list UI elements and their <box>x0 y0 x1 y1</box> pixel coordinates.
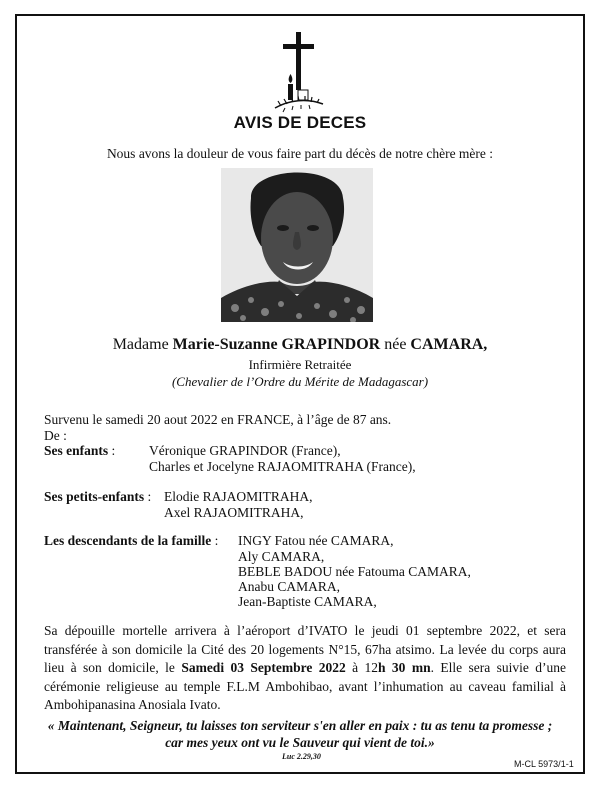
petits-label: Ses petits-enfants <box>44 489 145 504</box>
survenu-line: Survenu le samedi 20 aout 2022 en FRANCE, à l’âge de 87 ans. <box>44 412 392 427</box>
descendants-label: Les descendants de la famille <box>44 533 212 548</box>
para-part-b: à 12 <box>345 660 379 675</box>
portrait-image <box>221 168 373 322</box>
descendant-item: BEBLE BADOU née Fatouma CAMARA, <box>238 564 471 579</box>
petit-enfant-item: Axel RAJAOMITRAHA, <box>164 505 304 520</box>
descendants-label-group <box>44 533 218 549</box>
intro-text: Nous avons la douleur de vous faire part du décès de notre chère mère : <box>106 146 494 161</box>
notice-code: M-CL 5973/1-1 <box>514 759 574 769</box>
deceased-name <box>0 336 600 354</box>
notice-title: AVIS DE DECES <box>233 113 367 132</box>
descendant-item: INGY Fatou née CAMARA, <box>238 533 394 548</box>
profession: Infirmière Retraitée <box>248 357 352 372</box>
portrait-photo <box>221 168 373 322</box>
enfants-label-group <box>44 443 115 459</box>
descendant-item: Jean-Baptiste CAMARA, <box>238 594 377 609</box>
funeral-details <box>44 622 566 715</box>
petits-sep: : <box>144 489 152 504</box>
funeral-date: Samedi 03 Septembre 2022 <box>181 660 346 675</box>
quote-line-2: car mes yeux ont vu le Sauveur qui vient de toi.» <box>165 735 435 750</box>
enfants-sep: : <box>108 443 116 458</box>
quote-reference: Luc 2.29,30 <box>282 752 321 761</box>
enfant-item: Charles et Jocelyne RAJAOMITRAHA (France), <box>149 459 416 474</box>
descendant-item: Aly CAMARA, <box>238 549 325 564</box>
descendant-item: Anabu CAMARA, <box>238 579 341 594</box>
honor: (Chevalier de l’Ordre du Mérite de Madagascar) <box>171 374 429 389</box>
enfants-label: Ses enfants <box>44 443 109 458</box>
funeral-time: h 30 mn <box>378 660 431 675</box>
enfant-item: Véronique GRAPINDOR (France), <box>149 443 341 458</box>
cross-candle-icon <box>271 30 327 114</box>
name-bold-first: Marie-Suzanne GRAPINDOR <box>172 336 381 353</box>
para-part-c: . Elle sera suivie d’une cérémonie religieuse au temple F.L.M Ambohibao, avant l’inhumation au caveau familial à Ambohipanasina Anosiala Ivato. <box>44 660 567 712</box>
quote-line-1: « Maintenant, Seigneur, tu laisses ton serviteur s'en aller en paix : tu as tenu ta promesse ; <box>47 718 553 733</box>
name-mid: née <box>380 336 411 353</box>
petit-enfant-item: Elodie RAJAOMITRAHA, <box>164 489 313 504</box>
petits-label-group <box>44 489 151 505</box>
descendants-sep: : <box>211 533 219 548</box>
name-prefix: Madame <box>112 336 173 353</box>
name-bold-maiden: CAMARA, <box>410 336 488 353</box>
de-label: De : <box>44 428 67 443</box>
para-part-a: Sa dépouille mortelle arrivera à l’aéroport d’IVATO le jeudi 01 septembre 2022, et sera transférée à son domicile la Cité des 20 logements N°15, 67ha atsimo. La levée du corps aura lieu à son domicile, le <box>44 623 566 675</box>
